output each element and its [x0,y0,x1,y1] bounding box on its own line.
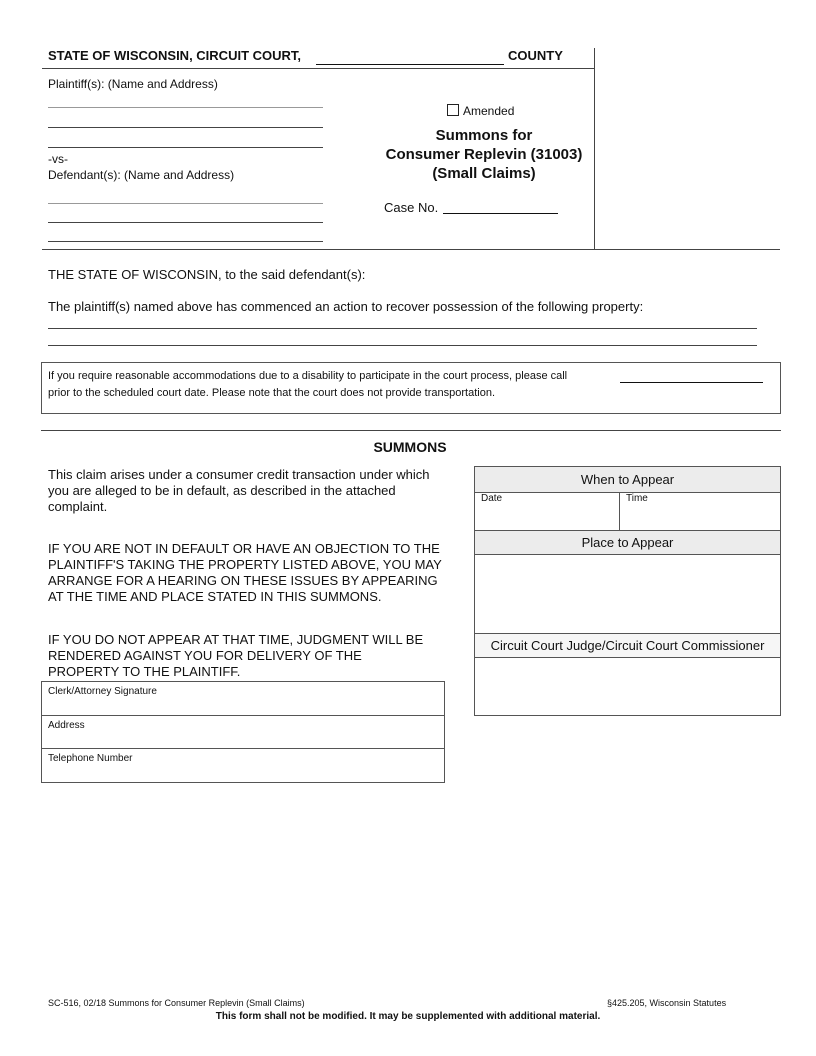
plaintiff-line[interactable] [48,147,323,148]
county-label: COUNTY [508,48,563,63]
plaintiff-line[interactable] [48,127,323,128]
divider [41,430,781,431]
defendant-label: Defendant(s): (Name and Address) [48,168,235,182]
divider [42,249,780,250]
defendant-line[interactable] [48,203,323,204]
date-field[interactable] [475,492,619,530]
property-line[interactable] [48,345,757,346]
case-no-label: Case No. [384,200,439,215]
time-field[interactable] [619,492,780,530]
title-line: Summons for [435,127,533,144]
divider [42,68,594,69]
when-to-appear-header: When to Appear [475,467,780,492]
address-label: Address [48,720,85,731]
title-line: (Small Claims) [432,165,536,182]
accommodation-box [41,362,781,414]
amended-checkbox[interactable] [447,104,514,118]
defendant-line[interactable] [48,241,323,242]
phone-field[interactable] [42,748,444,782]
accommodation-line2: prior to the scheduled court date. Please note that the court does not provide transportation. [48,387,496,399]
place-to-appear-header: Place to Appear [475,530,780,555]
clerk-signature-label: Clerk/Attorney Signature [48,686,157,697]
to-defendant-text: THE STATE OF WISCONSIN, to the said defendant(s): [48,267,366,282]
phone-label: Telephone Number [48,753,133,764]
summons-heading: SUMMONS [373,439,447,455]
court-header [48,48,301,63]
statute: §425.205, Wisconsin Statutes [607,998,727,1008]
time-label: Time [626,493,648,504]
case-no-input-line[interactable] [443,213,558,214]
judge-field[interactable] [475,658,780,715]
summons-para1: This claim arises under a consumer credit transaction under which you are alleged to be in default, as described in the attached complaint. [48,467,430,514]
signature-box [41,681,445,783]
footer-notice: This form shall not be modified. It may be supplemented with additional material. [215,1011,601,1022]
date-label: Date [481,493,503,504]
county-input-line[interactable] [316,64,504,65]
plaintiff-line[interactable] [48,107,323,108]
judge-header: Circuit Court Judge/Circuit Court Commissioner [475,633,780,658]
accommodation-line1: If you require reasonable accommodations due to a disability to participate in the court process, please call [48,370,568,382]
address-field[interactable] [42,715,444,749]
plaintiff-label: Plaintiff(s): (Name and Address) [48,77,218,91]
summons-para3: IF YOU DO NOT APPEAR AT THAT TIME, JUDGMENT WILL BE RENDERED AGAINST YOU FOR DELIVERY OF THE PROPERTY TO THE PLAINTIFF. [48,632,424,679]
title-line: Consumer Replevin (31003) [385,146,583,163]
amended-label: Amended [463,104,515,118]
defendant-line[interactable] [48,222,323,223]
summons-para2: IF YOU ARE NOT IN DEFAULT OR HAVE AN OBJECTION TO THE PLAINTIFF'S TAKING THE PROPERTY LISTED ABOVE, YOU MAY ARRANGE FOR A HEARING ON THESE ISSUES BY APPEARING AT THE TIME AND PLACE STATED IN THIS SUMMONS. [48,541,442,604]
form-title [364,126,604,183]
phone-input-line[interactable] [620,382,763,383]
court-prefix: STATE OF WISCONSIN, CIRCUIT COURT, [48,48,302,63]
action-text: The plaintiff(s) named above has commenced an action to recover possession of the following property: [48,299,644,314]
place-field[interactable] [475,555,780,633]
appear-table [474,466,781,716]
vs-label: -vs- [48,152,68,166]
checkbox-icon[interactable] [447,104,459,116]
property-line[interactable] [48,328,757,329]
form-id: SC-516, 02/18 Summons for Consumer Replevin (Small Claims) [48,998,305,1008]
